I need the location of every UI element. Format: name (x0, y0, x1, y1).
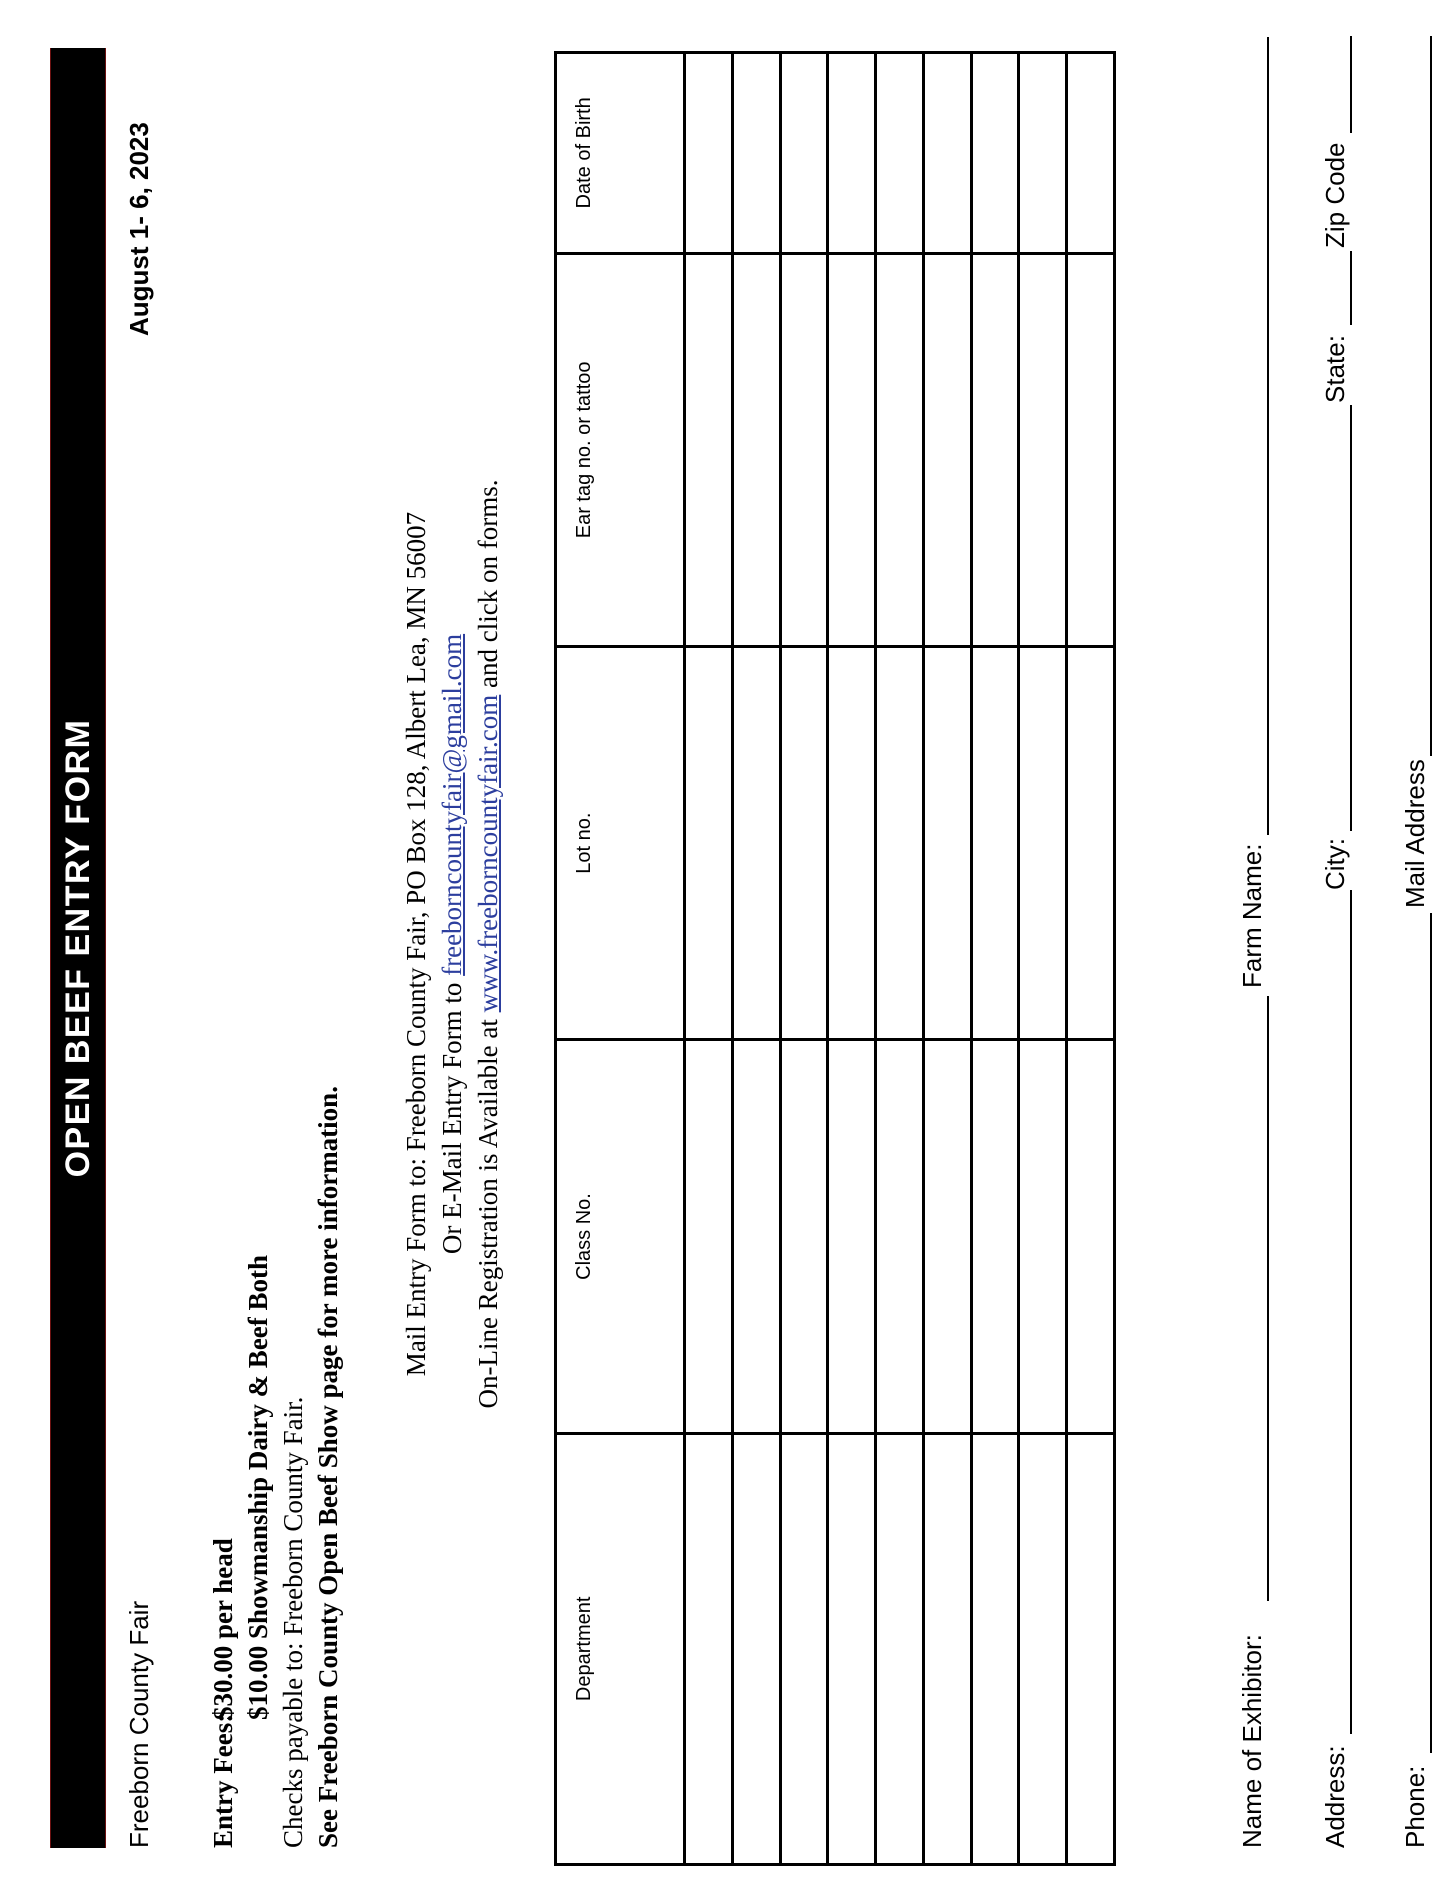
table-row (1067, 53, 1115, 1865)
phone-field[interactable] (1430, 913, 1432, 1753)
fee-per-head: $30.00 per head (208, 1538, 238, 1720)
table-cell[interactable] (828, 647, 876, 1040)
city-field[interactable] (1350, 405, 1352, 831)
table-cell[interactable] (780, 1433, 828, 1864)
table-cell[interactable] (1019, 253, 1067, 646)
table-cell[interactable] (685, 647, 733, 1040)
title-banner (50, 48, 106, 1848)
fair-dates: August 1- 6, 2023 (124, 122, 154, 336)
table-row (923, 53, 971, 1865)
table-cell[interactable] (780, 253, 828, 646)
zip-code-field[interactable] (1350, 36, 1352, 133)
table-cell[interactable] (971, 1040, 1019, 1433)
exhibitor-name-field[interactable] (1267, 996, 1269, 1601)
table-cell[interactable] (923, 253, 971, 646)
table-cell[interactable] (923, 1433, 971, 1864)
table-cell[interactable] (876, 1040, 924, 1433)
table-cell[interactable] (971, 647, 1019, 1040)
online-prefix: On-Line Registration is Available at (473, 1012, 503, 1409)
table-cell[interactable] (828, 1433, 876, 1864)
email-line (437, 0, 468, 1888)
phone-label: Phone: (1400, 1765, 1430, 1848)
table-row (780, 53, 828, 1865)
form-title: OPEN BEEF ENTRY FORM (58, 718, 97, 1178)
online-line (473, 0, 504, 1888)
state-field[interactable] (1350, 251, 1352, 325)
table-cell[interactable] (1067, 1433, 1115, 1864)
table-cell[interactable] (923, 647, 971, 1040)
organization-name: Freeborn County Fair (124, 1600, 154, 1848)
table-cell[interactable] (1067, 253, 1115, 646)
table-cell[interactable] (828, 1040, 876, 1433)
email-prefix: Or E-Mail Entry Form to (437, 975, 467, 1255)
online-suffix: and click on forms. (473, 479, 503, 695)
more-info-note: See Freeborn County Open Beef Show page for more information. (313, 1086, 343, 1848)
table-cell[interactable] (1067, 1040, 1115, 1433)
table-cell[interactable] (780, 647, 828, 1040)
table-cell[interactable] (876, 253, 924, 646)
table-cell[interactable] (1019, 1040, 1067, 1433)
table-cell[interactable] (828, 53, 876, 254)
column-header: Lot no. (556, 647, 685, 1040)
table-cell[interactable] (876, 53, 924, 254)
entries-table-wrapper (512, 0, 1132, 1888)
email-link[interactable]: freeborncountyfair@gmail.com (437, 633, 467, 976)
table-row (732, 53, 780, 1865)
column-header: Class No. (556, 1040, 685, 1433)
table-cell[interactable] (828, 253, 876, 646)
table-cell[interactable] (971, 53, 1019, 254)
mail-address-label: Mail Address (1400, 759, 1430, 908)
column-header: Date of Birth (556, 53, 685, 254)
table-cell[interactable] (923, 1040, 971, 1433)
address-label: Address: (1320, 1745, 1350, 1848)
table-cell[interactable] (971, 1433, 1019, 1864)
exhibitor-label: Name of Exhibitor: (1237, 1634, 1267, 1848)
table-row (685, 53, 733, 1865)
table-cell[interactable] (732, 53, 780, 254)
mail-address-field[interactable] (1430, 36, 1432, 756)
state-label: State: (1320, 335, 1350, 403)
table-cell[interactable] (732, 647, 780, 1040)
checks-payable: Checks payable to: Freeborn County Fair. (278, 1396, 308, 1848)
table-cell[interactable] (732, 1433, 780, 1864)
table-row (971, 53, 1019, 1865)
table-row (876, 53, 924, 1865)
address-field[interactable] (1350, 890, 1352, 1734)
entries-table (554, 51, 1116, 1866)
table-cell[interactable] (1067, 647, 1115, 1040)
table-row (1019, 53, 1067, 1865)
website-link[interactable]: www.freeborncountyfair.com (473, 694, 503, 1013)
entry-fees-label: Entry Fees: (208, 1713, 238, 1848)
table-cell[interactable] (685, 1040, 733, 1433)
table-cell[interactable] (685, 253, 733, 646)
table-cell[interactable] (780, 1040, 828, 1433)
table-cell[interactable] (971, 253, 1019, 646)
table-cell[interactable] (1019, 1433, 1067, 1864)
table-cell[interactable] (1019, 53, 1067, 254)
table-row (828, 53, 876, 1865)
table-cell[interactable] (876, 1433, 924, 1864)
farm-name-field[interactable] (1267, 37, 1269, 835)
column-header: Department (556, 1433, 685, 1864)
table-cell[interactable] (780, 53, 828, 254)
table-cell[interactable] (732, 1040, 780, 1433)
city-label: City: (1320, 838, 1350, 890)
table-cell[interactable] (732, 253, 780, 646)
mail-address-line: Mail Entry Form to: Freeborn County Fair, PO Box 128, Albert Lea, MN 56007 (401, 511, 431, 1377)
column-header: Ear tag no. or tattoo (556, 253, 685, 646)
zip-code-label: Zip Code (1320, 142, 1350, 248)
fee-showmanship: $10.00 Showmanship Dairy & Beef Both (243, 1254, 273, 1720)
table-cell[interactable] (923, 53, 971, 254)
table-cell[interactable] (685, 53, 733, 254)
table-cell[interactable] (685, 1433, 733, 1864)
table-cell[interactable] (1067, 53, 1115, 254)
table-cell[interactable] (876, 647, 924, 1040)
table-header-row (556, 53, 685, 1865)
farm-name-label: Farm Name: (1237, 843, 1267, 988)
table-cell[interactable] (1019, 647, 1067, 1040)
